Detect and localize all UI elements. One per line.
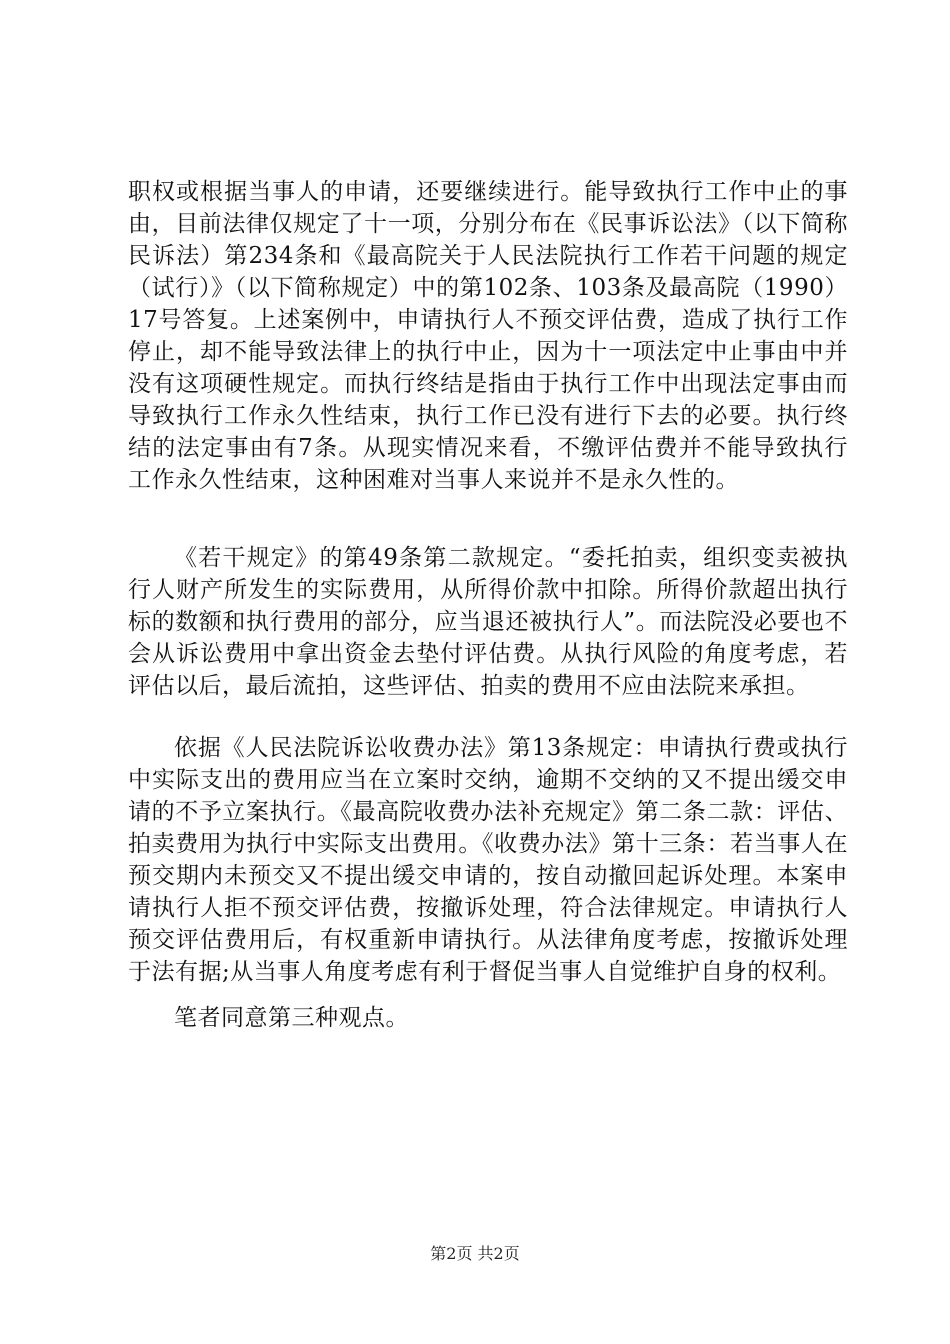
paragraph-execution-suspension: 职权或根据当事人的申请，还要继续进行。能导致执行工作中止的事由，目前法律仅规定了十一项，分别分布在《民事诉讼法》（以下简称民诉法）第234条和《最高院关于人民法院执行工作若干问题的规定（试行）》（以下简称规定）中的第102条、103条及最高院（1990）17号答复。上述案例中，申请执行人不预交评估费，造成了执行工作停止，却不能导致法律上的执行中止，因为十一项法定中止事由中并没有这项硬性规定。而执行终结是指由于执行工作中出现法定事由而导致执行工作永久性结束，执行工作已没有进行下去的必要。执行终结的法定事由有7条。从现实情况来看，不缴评估费并不能导致执行工作永久性结束，这种困难对当事人来说并不是永久性的。 xyxy=(128,179,848,493)
paragraph-conclusion: 笔者同意第三种观点。 xyxy=(174,1005,409,1031)
paragraph-auction-costs: 《若干规定》的第49条第二款规定。“委托拍卖，组织变卖被执行人财产所发生的实际费用，从所得价款中扣除。所得价款超出执行标的数额和执行费用的部分，应当退还被执行人”。而法院没必要也不会从诉讼费用中拿出资金去垫付评估费。从执行风险的角度考虑，若评估以后，最后流拍，这些评估、拍卖的费用不应由法院来承担。 xyxy=(128,545,848,699)
page-footer: 第2页 共2页 xyxy=(430,1244,520,1263)
paragraph-fee-regulations: 依据《人民法院诉讼收费办法》第13条规定：申请执行费或执行中实际支出的费用应当在立案时交纳，逾期不交纳的又不提出缓交申请的不予立案执行。《最高院收费办法补充规定》第二条二款：评估、拍卖费用为执行中实际支出费用。《收费办法》第十三条：若当事人在预交期内未预交又不提出缓交申请的，按自动撤回起诉处理。本案申请执行人拒不预交评估费，按撤诉处理，符合法律规定。申请执行人预交评估费用后，有权重新申请执行。从法律角度考虑，按撤诉处理于法有据;从当事人角度考虑有利于督促当事人自觉维护自身的权利。 xyxy=(128,735,848,985)
